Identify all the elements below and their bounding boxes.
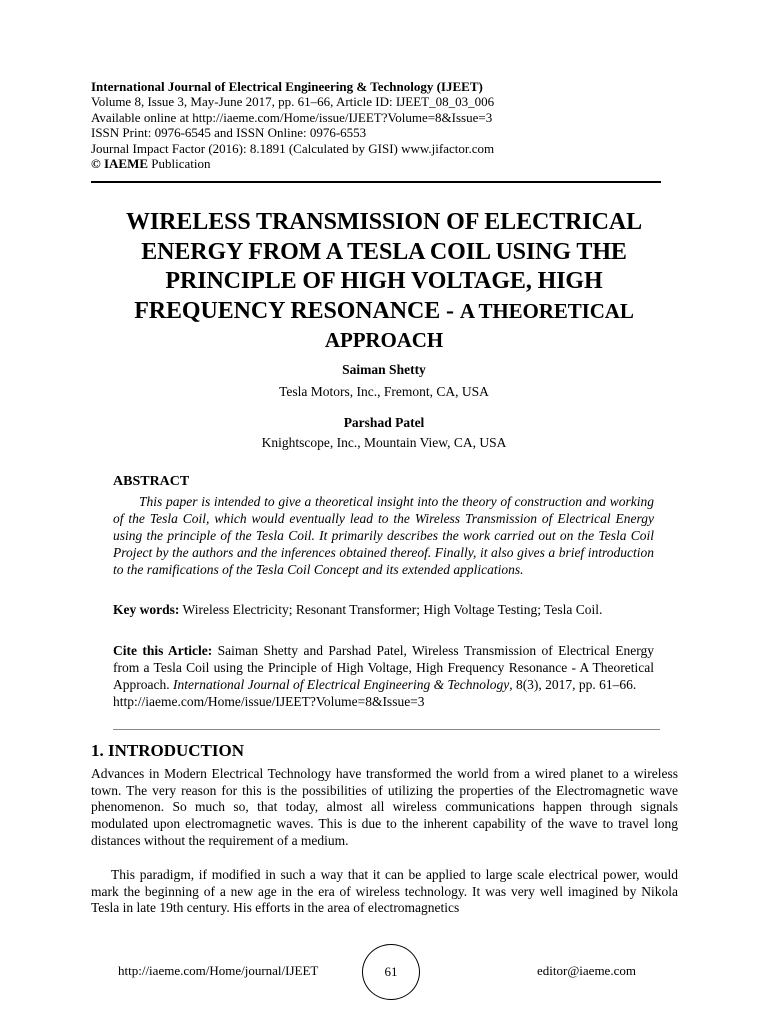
journal-name: International Journal of Electrical Engineering & Technology (IJEET) — [91, 79, 483, 94]
abstract-text: This paper is intended to give a theoretical insight into the theory of construction and working of the Tesla Coil, which would eventually lead to the Wireless Transmission of Electrical Energy using the principle of the Tesla Coil. It primarily describes the work carried out on the Tesla Coil Project by the authors and the inferences obtained thereof. Finally, it also gives a brief introduction to the ramifications of the Tesla Coil Concept and its extended applications. — [113, 494, 654, 577]
keywords — [113, 601, 654, 618]
footer-email[interactable]: editor@iaeme.com — [537, 963, 636, 978]
cite-details: , 8(3), 2017, pp. 61–66. — [509, 677, 637, 692]
citation-divider — [113, 729, 660, 730]
citation — [113, 642, 654, 710]
intro-paragraph-2: This paradigm, if modified in such a way that it can be applied to large scale electrical power, would mark the beginning of a new age in the era of wireless technology. It was very well imagined by Nikola Tesla in late 19th century. His efforts in the area of electromagnetics — [91, 867, 678, 916]
footer-journal-url[interactable]: http://iaeme.com/Home/journal/IJEET — [118, 963, 319, 978]
cite-text: Saiman Shetty and Parshad Patel, Wireless Transmission of Electrical Energy from a Tesla Coil using the Principle of High Voltage, High Frequency Resonance - A Theoretical Approach. — [113, 643, 654, 692]
section-heading: 1. INTRODUCTION — [91, 741, 245, 760]
title-sub: A THEORETICAL APPROACH — [324, 298, 634, 352]
cite-url[interactable]: http://iaeme.com/Home/issue/IJEET?Volume=8&Issue=3 — [113, 694, 425, 709]
page-number — [362, 944, 420, 1000]
availability-info: Available online at http://iaeme.com/Home/issue/IJEET?Volume=8&Issue=3 — [91, 109, 493, 125]
author-affiliation: Tesla Motors, Inc., Fremont, CA, USA — [279, 384, 489, 399]
journal-header — [91, 79, 661, 171]
keywords-label: Key words: — [113, 602, 180, 617]
impact-factor: Journal Impact Factor (2016): 8.1891 (Calculated by GISI) www.jifactor.com — [91, 140, 495, 156]
publisher-suffix: Publication — [148, 156, 211, 172]
author-name: Saiman Shetty — [342, 362, 426, 377]
header-divider — [91, 181, 661, 183]
intro-paragraph-1: Advances in Modern Electrical Technology have transformed the world from a wired planet to a wireless town. The very reason for this is the possibilities of utilizing the properties of the Electromagnetic wave phenomenon. So much so, that today, almost all wireless communications happen through signals modulated upon electromagnetic waves. This is due to the inherent capability of the wave to travel long distances without the requirement of a medium. — [91, 766, 678, 848]
author-name: Parshad Patel — [343, 415, 425, 430]
keywords-text: Wireless Electricity; Resonant Transformer; High Voltage Testing; Tesla Coil. — [179, 602, 603, 617]
issn-info: ISSN Print: 0976-6545 and ISSN Online: 0976-6553 — [91, 125, 367, 141]
cite-label: Cite this Article: — [113, 643, 213, 658]
author-affiliation: Knightscope, Inc., Mountain View, CA, USA — [261, 435, 507, 450]
publisher-brand: © IAEME — [91, 156, 149, 172]
publisher — [91, 156, 661, 171]
cite-journal: International Journal of Electrical Engineering & Technology — [172, 677, 510, 692]
abstract-heading: ABSTRACT — [113, 474, 190, 489]
paper-title — [91, 208, 677, 356]
page-number-text: 61 — [384, 964, 398, 979]
volume-info: Volume 8, Issue 3, May-June 2017, pp. 61–66, Article ID: IJEET_08_03_006 — [91, 94, 495, 110]
title-main: WIRELESS TRANSMISSION OF ELECTRICAL ENERGY FROM A TESLA COIL USING THE PRINCIPLE OF HIGH VOLTAGE, HIGH FREQUENCY RESONANCE - — [126, 209, 642, 324]
